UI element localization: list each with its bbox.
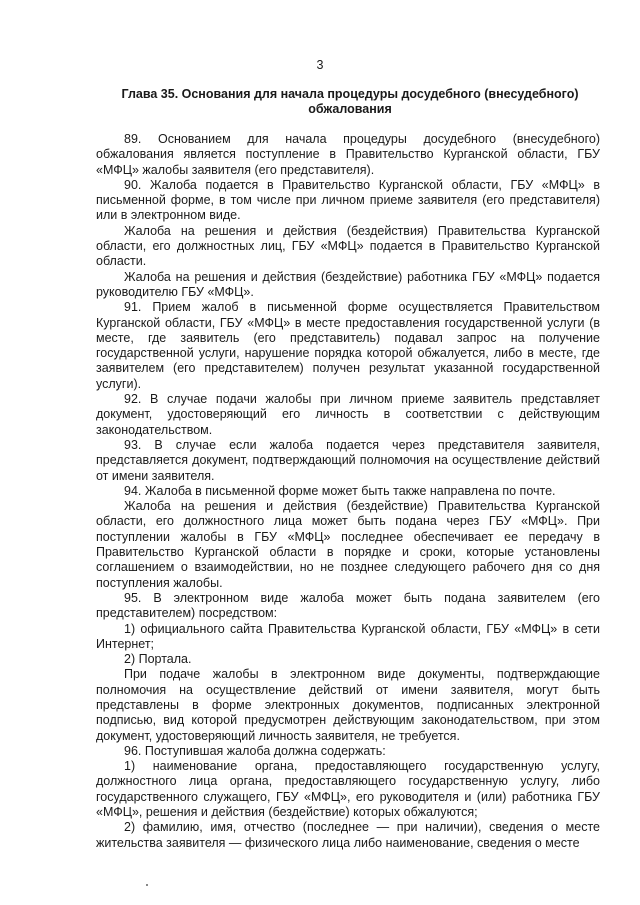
paragraph-95-item-2: 2) Портала.	[124, 652, 192, 667]
paragraph-96-item-1: 1) наименование органа, предоставляющего государственную услугу, должностного лица органа, предоставляющего государственную услугу, либо государственного служащего, ГБУ «МФЦ», его руководителя и (или) работника ГБУ «МФЦ», решения и действия (бездействие) которых обжалуются;	[96, 759, 600, 820]
paragraph-95: 95. В электронном виде жалоба может быть подана заявителем (его представителем) посредством:	[96, 590, 600, 621]
paragraph-93: 93. В случае если жалоба подается через представителя заявителя, представляется документ, подтверждающий полномочия на осуществление действий от имени заявителя.	[96, 437, 600, 483]
paragraph-91: 91. Прием жалоб в письменной форме осуществляется Правительством Курганской области, ГБУ «МФЦ» в месте предоставления государственной услуги (в месте, где заявитель (его представитель) подавал запрос на получение государственной услуги, нарушение порядка которой обжалуется, либо в месте, где заявителем (его представителем) получен результат указанной государственной услуги).	[96, 300, 600, 391]
paragraph-94: 94. Жалоба в письменной форме может быть также направлена по почте.	[124, 483, 556, 498]
chapter-title: Глава 35. Основания для начала процедуры досудебного (внесудебного) обжалования	[121, 87, 579, 116]
paragraph-96-item-2: 2) фамилию, имя, отчество (последнее — при наличии), сведения о месте жительства заявителя — физического лица либо наименование, сведения о месте	[96, 820, 600, 850]
paragraph-90-complaint-government: Жалоба на решения и действия (бездействия) Правительства Курганской области, его должностных лиц, ГБУ «МФЦ» подается в Правительство Курганской области.	[96, 223, 600, 269]
paragraph-90: 90. Жалоба подается в Правительство Курганской области, ГБУ «МФЦ» в письменной форме, в том числе при личном приеме заявителя (его представителя) или в электронном виде.	[96, 177, 600, 223]
document-body	[96, 132, 600, 851]
page-number: 3	[316, 58, 324, 72]
scan-artifact	[146, 884, 148, 886]
paragraph-89: 89. Основанием для начала процедуры досудебного (внесудебного) обжалования является поступление в Правительство Курганской области, ГБУ «МФЦ» жалобы заявителя (его представителя).	[96, 132, 600, 177]
paragraph-96: 96. Поступившая жалоба должна содержать:	[124, 743, 386, 758]
paragraph-94-via-mfc: Жалоба на решения и действия (бездействие) Правительства Курганской области, его должностного лица может быть подана через ГБУ «МФЦ». При поступлении жалобы в ГБУ «МФЦ» последнее обеспечивает ее передачу в Правительство Курганской области в порядке и сроки, которые установлены соглашением о взаимодействии, но не позднее следующего рабочего дня со дня поступления жалобы.	[96, 499, 600, 590]
paragraph-92: 92. В случае подачи жалобы при личном приеме заявитель представляет документ, удостоверяющий его личность в соответствии с действующим законодательством.	[96, 392, 600, 437]
paragraph-90-complaint-mfc: Жалоба на решения и действия (бездействие) работника ГБУ «МФЦ» подается руководителю ГБУ «МФЦ».	[96, 269, 600, 299]
paragraph-95-electronic-documents: При подаче жалобы в электронном виде документы, подтверждающие полномочия на осуществление действий от имени заявителя, могут быть представлены в форме электронных документов, подписанных электронной подписью, вид которой предусмотрен действующим законодательством, при этом документ, удостоверяющий личность заявителя, не требуется.	[96, 667, 600, 743]
paragraph-95-item-1: 1) официального сайта Правительства Курганской области, ГБУ «МФЦ» в сети Интернет;	[96, 621, 600, 651]
